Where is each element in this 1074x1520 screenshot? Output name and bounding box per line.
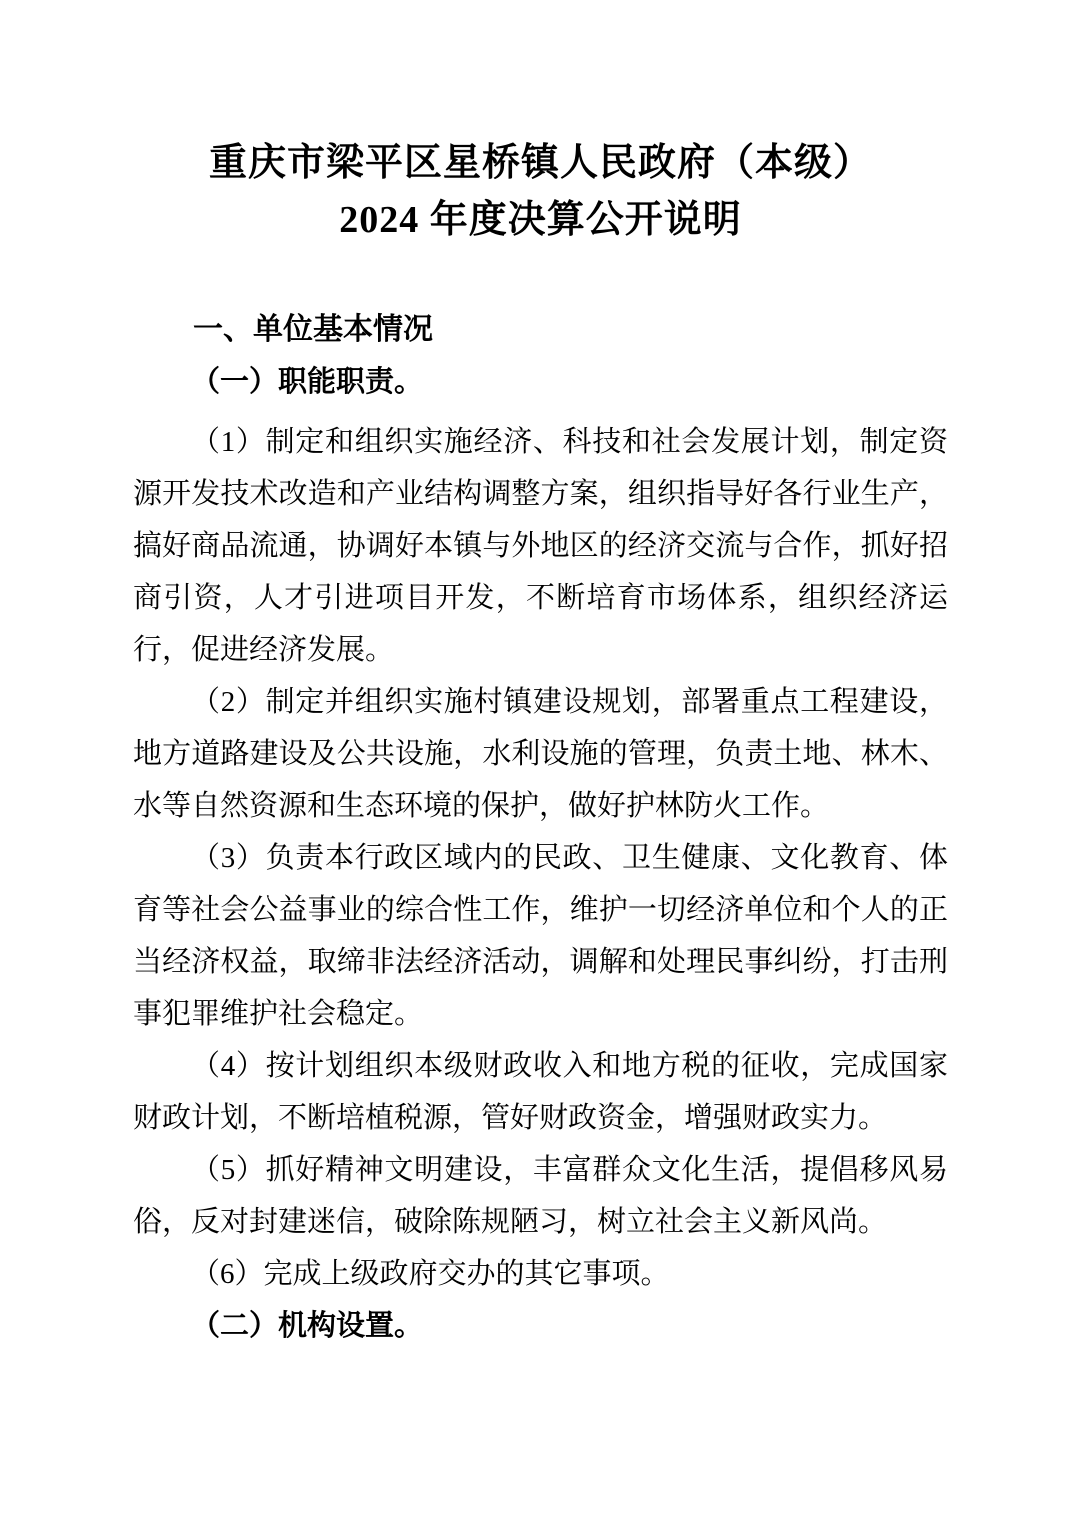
paragraph-duty-5: （5）抓好精神文明建设，丰富群众文化生活，提倡移风易俗，反对封建迷信，破除陈规陋习，树立社会主义新风尚。 xyxy=(133,1154,948,1238)
document-body xyxy=(133,304,948,1352)
paragraph-duty-2: （2）制定并组织实施村镇建设规划，部署重点工程建设，地方道路建设及公共设施，水利设施的管理，负责土地、林木、水等自然资源和生态环境的保护，做好护林防火工作。 xyxy=(133,686,948,822)
document-title xyxy=(133,135,948,249)
title-line-1: 重庆市梁平区星桥镇人民政府（本级） xyxy=(208,142,872,184)
section-heading-unit-basic-info: 一、单位基本情况 xyxy=(193,313,433,346)
paragraph-duty-1: （1）制定和组织实施经济、科技和社会发展计划，制定资源开发技术改造和产业结构调整方案，组织指导好各行业生产，搞好商品流通，协调好本镇与外地区的经济交流与合作，抓好招商引资，人才引进项目开发，不断培育市场体系，组织经济运行，促进经济发展。 xyxy=(133,426,948,666)
subsection-heading-duties: （一）职能职责。 xyxy=(191,366,424,398)
paragraph-duty-4: （4）按计划组织本级财政收入和地方税的征收，完成国家财政计划，不断培植税源，管好财政资金，增强财政实力。 xyxy=(133,1050,948,1134)
paragraph-duty-6: （6）完成上级政府交办的其它事项。 xyxy=(191,1258,670,1290)
paragraph-duty-3: （3）负责本行政区域内的民政、卫生健康、文化教育、体育等社会公益事业的综合性工作，维护一切经济单位和个人的正当经济权益，取缔非法经济活动，调解和处理民事纠纷，打击刑事犯罪维护社会稳定。 xyxy=(133,842,948,1030)
document-content xyxy=(0,135,1074,1352)
subsection-heading-organization: （二）机构设置。 xyxy=(191,1310,424,1342)
title-line-2: 2024 年度决算公开说明 xyxy=(339,199,742,241)
